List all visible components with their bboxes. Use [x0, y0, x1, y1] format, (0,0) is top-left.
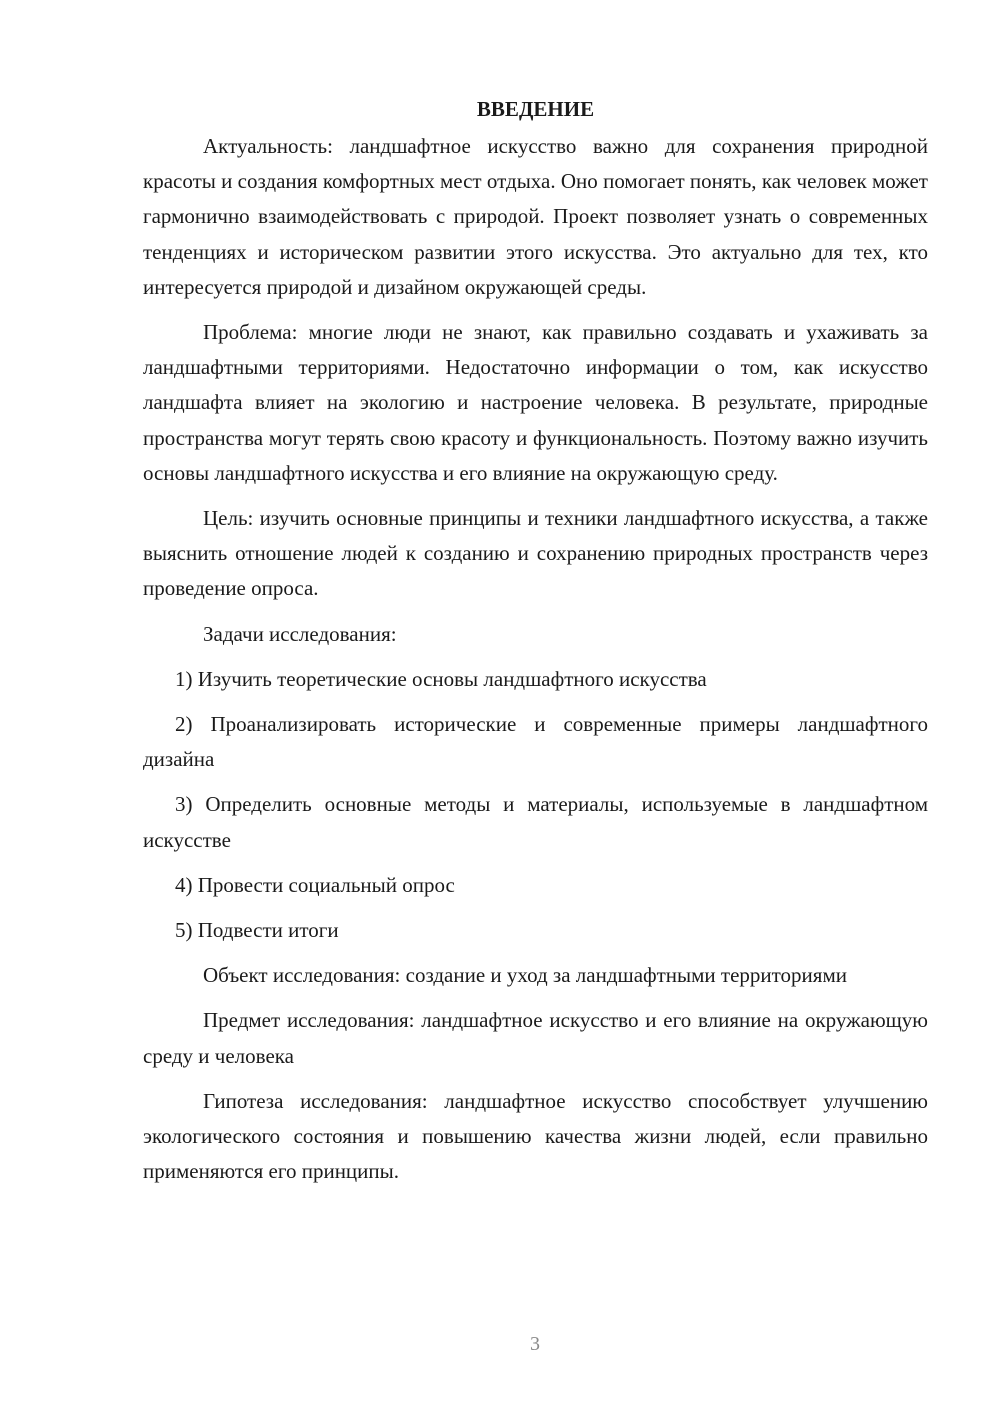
- paragraph-problem: Проблема: многие люди не знают, как правильно создавать и ухаживать за ландшафтными территориями. Недостаточно информации о том, как искусство ландшафта влияет на экологию и настроение человека. В результате, природные пространства могут терять свою красоту и функциональность. Поэтому важно изучить основы ландшафтного искусства и его влияние на окружающую среду.: [143, 320, 928, 485]
- task-item-3: 3) Определить основные методы и материалы, используемые в ландшафтном искусстве: [143, 792, 928, 852]
- section-heading: ВВЕДЕНИЕ: [476, 97, 595, 121]
- page-number: 3: [530, 1333, 540, 1355]
- paragraph-goal: Цель: изучить основные принципы и техники ландшафтного искусства, а также выяснить отношение людей к созданию и сохранению природных пространств через проведение опроса.: [143, 506, 928, 601]
- paragraph-relevance: Актуальность: ландшафтное искусство важно для сохранения природной красоты и создания комфортных мест отдыха. Оно помогает понять, как человек может гармонично взаимодействовать с природой. Проект позволяет узнать о современных тенденциях и историческом развитии этого искусства. Это актуально для тех, кто интересуется природой и дизайном окружающей среды.: [143, 134, 928, 299]
- tasks-heading: Задачи исследования:: [203, 621, 397, 646]
- paragraph-subject: Предмет исследования: ландшафтное искусство и его влияние на окружающую среду и человека: [143, 1008, 928, 1068]
- task-item-5: 5) Подвести итоги: [175, 918, 339, 943]
- task-item-2: 2) Проанализировать исторические и современные примеры ландшафтного дизайна: [143, 712, 928, 772]
- document-page: [143, 92, 928, 1199]
- task-item-4: 4) Провести социальный опрос: [175, 872, 455, 897]
- task-item-1: 1) Изучить теоретические основы ландшафтного искусства: [175, 666, 707, 691]
- paragraph-hypothesis: Гипотеза исследования: ландшафтное искусство способствует улучшению экологического состояния и повышению качества жизни людей, если правильно применяются его принципы.: [143, 1088, 928, 1184]
- paragraph-object: Объект исследования: создание и уход за ландшафтными территориями: [203, 963, 847, 988]
